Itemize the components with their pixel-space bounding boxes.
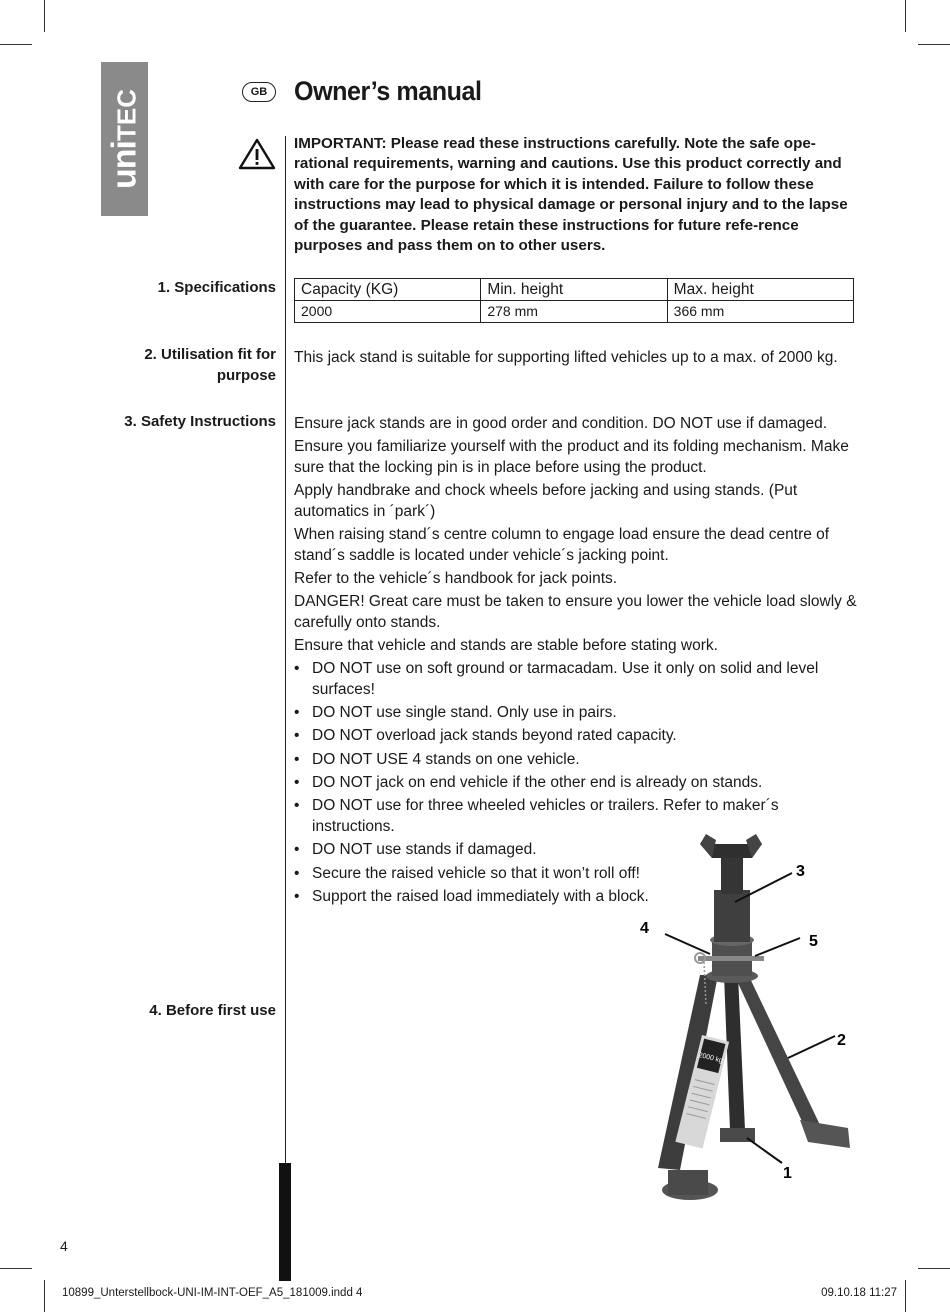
crop-mark — [905, 1280, 906, 1312]
table-row — [295, 301, 854, 323]
spec-table — [294, 278, 854, 323]
table-header-cell: Max. height — [667, 279, 853, 301]
callout-1: 1 — [783, 1165, 792, 1182]
callout-3: 3 — [796, 863, 805, 880]
crop-mark — [44, 1280, 45, 1312]
important-notice: IMPORTANT: Please read these instructions carefully. Note the safe ope-rational requirements, warning and cautions. Use this product correctly and with care for the purpose for which it is intended. Failure to follow these instructions may lead to physical damage or personal injury and to the lapse of the guarantee. Please retain these instructions for future refe-rence purposes and pass them on to other users. — [294, 135, 848, 255]
warning-icon — [238, 138, 276, 170]
crop-mark — [905, 0, 906, 32]
section-label-safety: 3. Safety Instructions — [124, 413, 276, 430]
crop-mark — [0, 1268, 32, 1269]
callout-2: 2 — [837, 1032, 846, 1049]
safety-paragraphs — [294, 414, 858, 660]
list-item: • DO NOT USE 4 stands on one vehicle. — [294, 750, 858, 771]
list-item: • DO NOT overload jack stands beyond rated capacity. — [294, 726, 858, 747]
crop-mark — [0, 44, 32, 45]
table-header-cell: Capacity (KG) — [295, 279, 481, 301]
safety-paragraph: When raising stand´s centre column to engage load ensure the dead centre of stand´s saddle is located under vehicle´s jacking point. — [294, 526, 830, 564]
table-header-cell: Min. height — [481, 279, 667, 301]
list-item: • DO NOT use for three wheeled vehicles or trailers. Refer to maker´s instructions. — [294, 796, 858, 837]
unitec-logo — [101, 62, 148, 216]
language-badge: GB — [242, 82, 276, 102]
section-label-before-first-use: 4. Before first use — [149, 1002, 276, 1019]
callout-4: 4 — [640, 920, 649, 937]
stand-capacity-label: 2000 kg — [697, 1051, 724, 1065]
callout-5: 5 — [809, 933, 818, 950]
page-edge-bar — [279, 1163, 291, 1281]
list-item: • DO NOT use on soft ground or tarmacadam. Use it only on solid and level surfaces! — [294, 659, 858, 700]
safety-paragraph: Apply handbrake and chock wheels before jacking and using stands. (Put automatics in ´park´) — [294, 482, 798, 520]
table-cell: 2000 — [295, 301, 481, 323]
safety-paragraph: Refer to the vehicle´s handbook for jack points. — [294, 570, 618, 588]
crop-mark — [918, 44, 950, 45]
page-number: 4 — [60, 1238, 68, 1254]
crop-mark — [918, 1268, 950, 1269]
safety-paragraph: Ensure that vehicle and stands are stable before stating work. — [294, 637, 718, 655]
list-item: • Support the raised load immediately with a block. — [294, 887, 858, 908]
list-item: • DO NOT use single stand. Only use in pairs. — [294, 703, 858, 724]
logo-text: uniTEC — [105, 89, 143, 189]
table-cell: 278 mm — [481, 301, 667, 323]
table-header-row — [295, 279, 854, 301]
footer-datetime: 09.10.18 11:27 — [821, 1287, 897, 1299]
list-item: • Secure the raised vehicle so that it won’t roll off! — [294, 864, 858, 885]
safety-paragraph: Ensure jack stands are in good order and condition. DO NOT use if damaged. — [294, 415, 828, 432]
jack-stand-illustration — [620, 830, 870, 1210]
footer-file-info: 10899_Unterstellbock-UNI-IM-INT-OEF_A5_181009.indd 4 — [62, 1287, 363, 1299]
safety-paragraph: Ensure you familiarize yourself with the product and its folding mechanism. Make sure that the locking pin is in place before using the product. — [294, 438, 849, 476]
column-divider — [285, 136, 286, 1166]
list-item: • DO NOT use stands if damaged. — [294, 840, 858, 861]
table-cell: 366 mm — [667, 301, 853, 323]
safety-paragraph: DANGER! Great care must be taken to ensure you lower the vehicle load slowly & carefully onto stands. — [294, 593, 857, 631]
list-item: • DO NOT jack on end vehicle if the other end is already on stands. — [294, 773, 858, 794]
page-title: Owner’s manual — [294, 76, 482, 106]
crop-mark — [44, 0, 45, 32]
utilisation-text: This jack stand is suitable for supporting lifted vehicles up to a max. of 2000 kg. — [294, 349, 838, 366]
section-label-specifications: 1. Specifications — [157, 279, 276, 296]
section-label-utilisation: 2. Utilisation fit for purpose — [144, 346, 276, 384]
